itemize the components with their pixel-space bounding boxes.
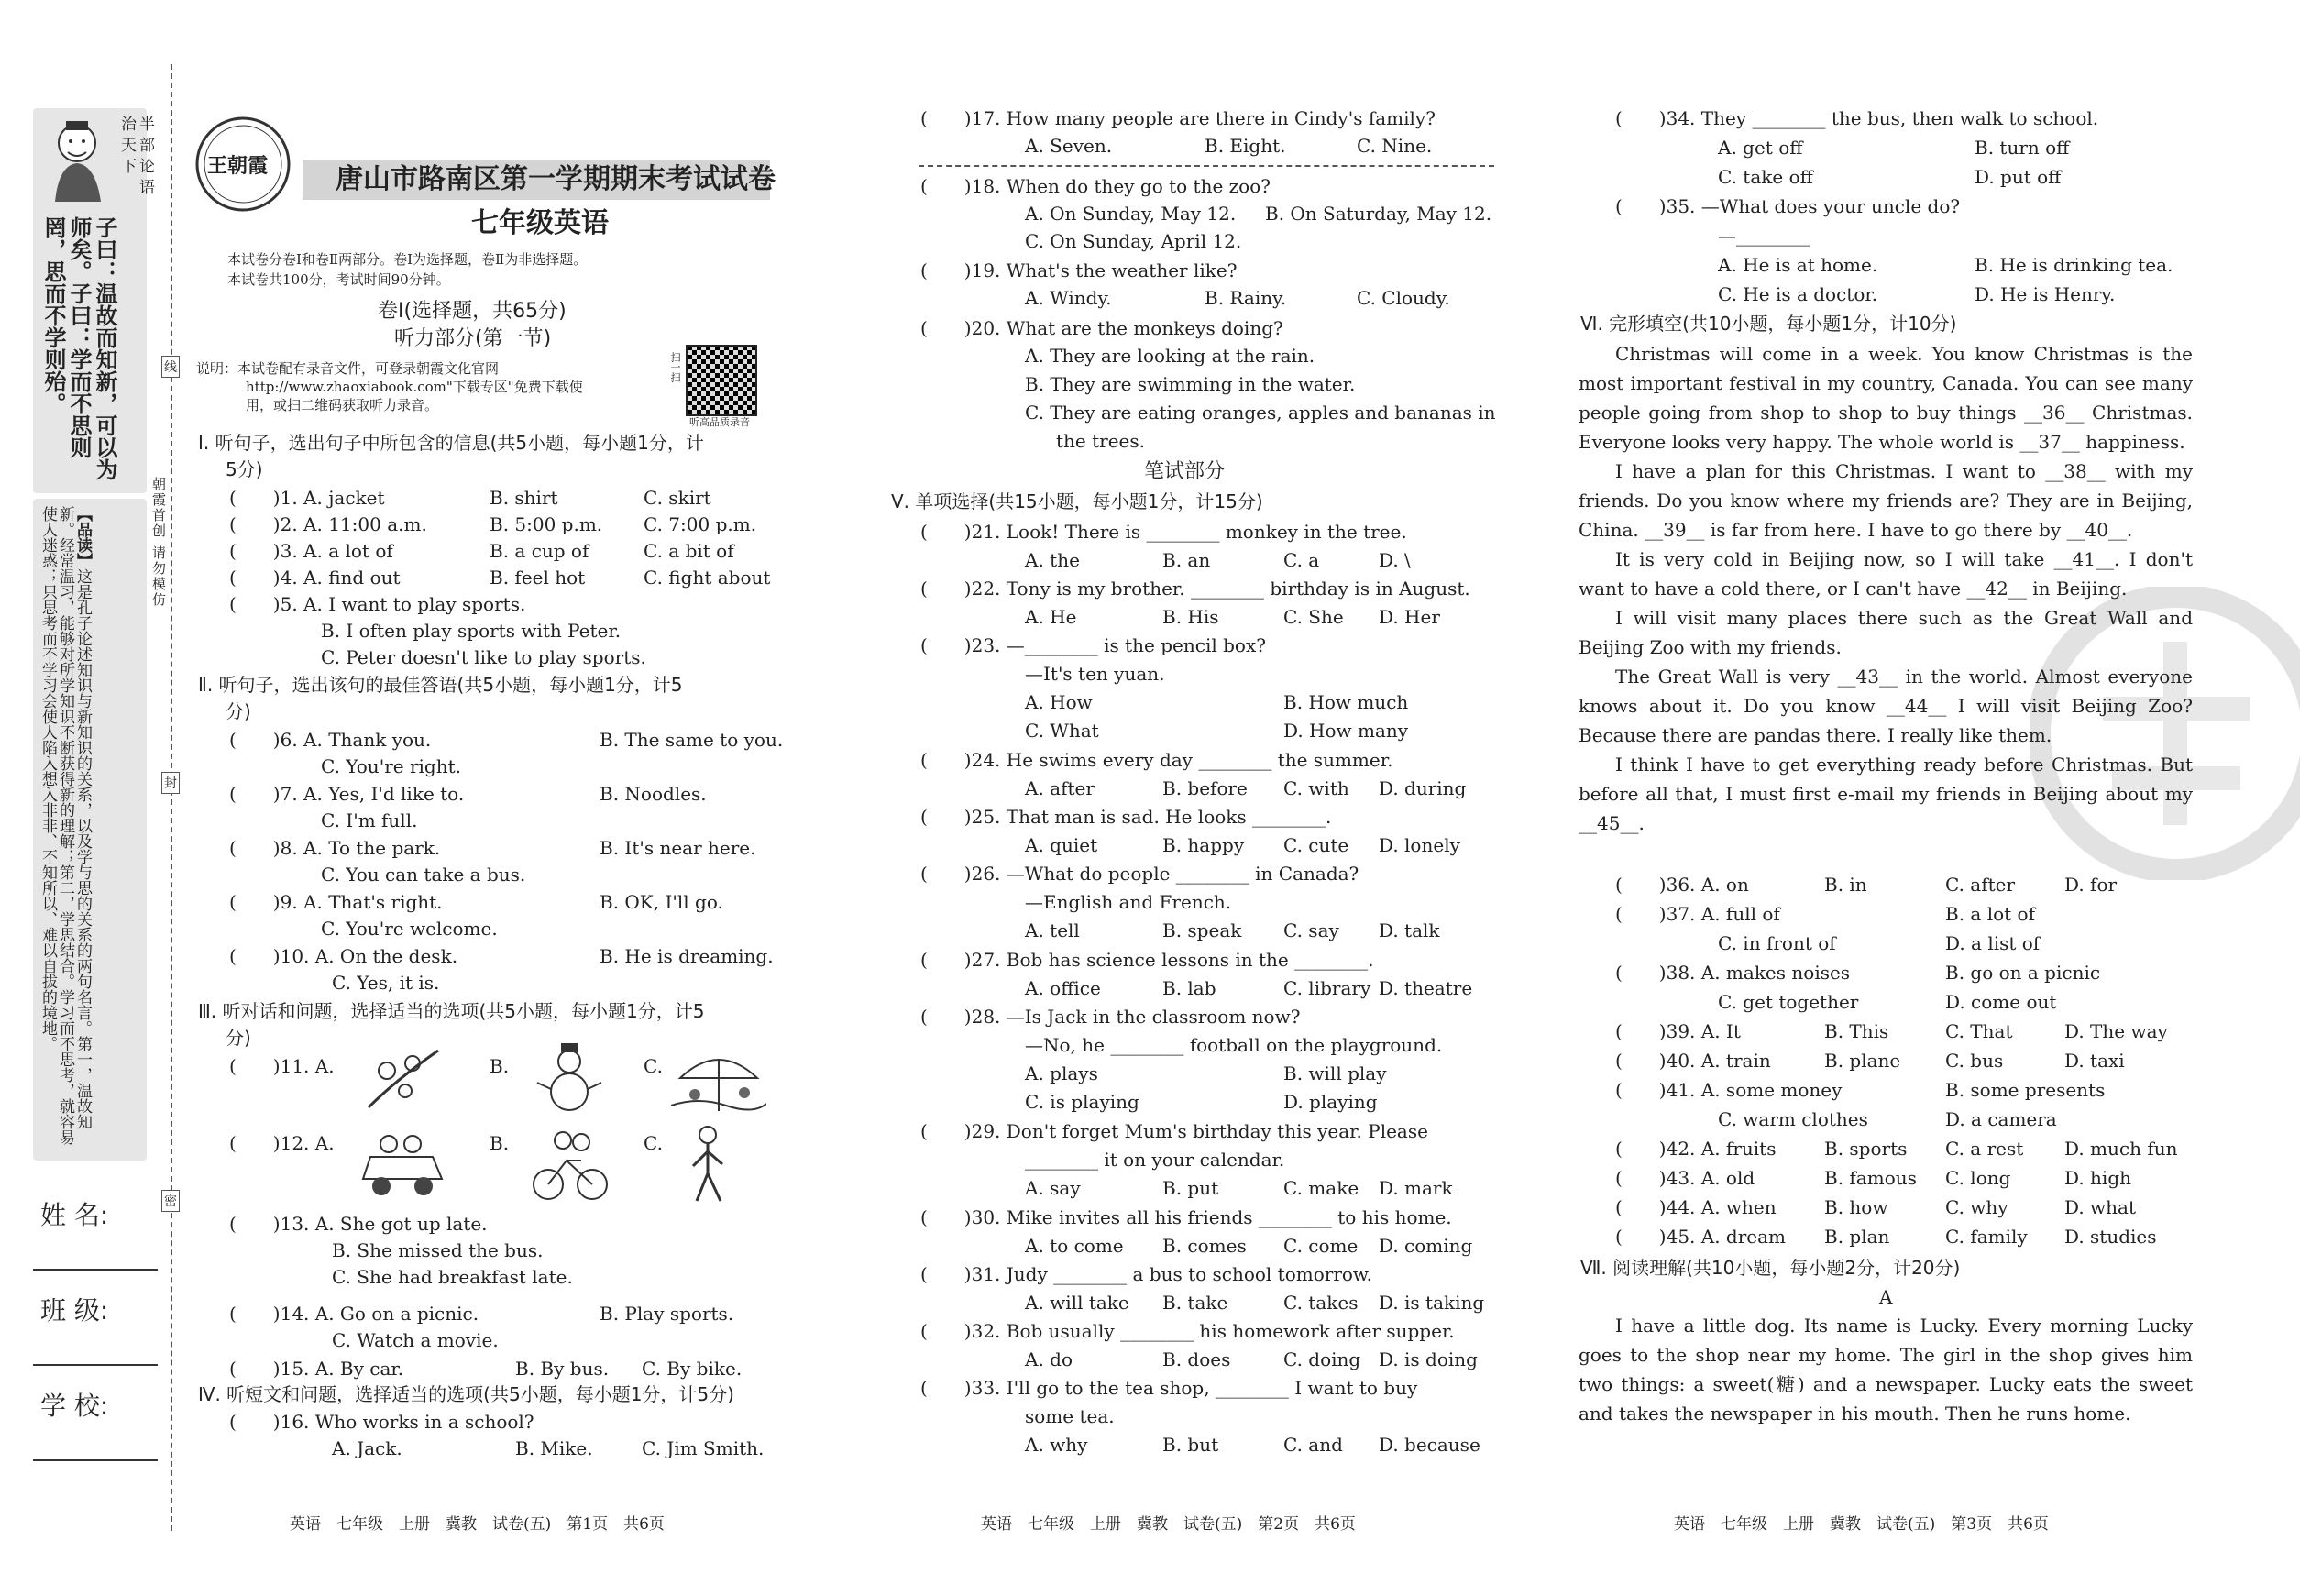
- q30-c[interactable]: C. come: [1283, 1235, 1359, 1257]
- q22-a[interactable]: A. He: [1025, 606, 1077, 628]
- q28-stem[interactable]: ( )28. —Is Jack in the classroom now?: [920, 1006, 1301, 1028]
- q31-a[interactable]: A. will take: [1025, 1292, 1129, 1314]
- q28-c[interactable]: C. is playing: [1025, 1091, 1139, 1113]
- q33-a[interactable]: A. why: [1025, 1434, 1088, 1456]
- q44-c[interactable]: C. why: [1945, 1196, 2008, 1218]
- q11-a-picture-flower[interactable]: [359, 1043, 447, 1113]
- q14-c[interactable]: C. Watch a movie.: [332, 1329, 499, 1351]
- binding-line: [171, 64, 172, 1531]
- reading-paragraph: I have a little dog. Its name is Lucky. Every morning Lucky goes to the shop near my home. The girl in the shop gives him two things: a sweet(糖) and a newspaper. Lucky eats the sweet and takes the newspaper in his mouth. Then he runs home.: [1579, 1315, 2193, 1425]
- q35-b[interactable]: B. He is drinking tea.: [1975, 254, 2173, 276]
- listening-explain-3: 用，或扫二维码获取听力录音。: [246, 397, 439, 413]
- reading-passage-a: [1579, 1311, 2193, 1428]
- q6-b[interactable]: B. The same to you.: [600, 729, 784, 751]
- q8-b[interactable]: B. It's near here.: [600, 837, 756, 859]
- q23-c[interactable]: C. What: [1025, 720, 1099, 742]
- q17-stem[interactable]: ( )17. How many people are there in Cindy's family?: [920, 107, 1436, 129]
- listening-explain-2[interactable]: http://www.zhaoxiabook.com"下载专区"免费下载使: [246, 379, 583, 395]
- q11-b[interactable]: B.: [490, 1055, 510, 1077]
- q26-stem[interactable]: ( )26. —What do people ________ in Canada?: [920, 863, 1359, 885]
- q43-b[interactable]: B. famous: [1824, 1167, 1917, 1189]
- fold-mark-3: 密: [161, 1190, 180, 1212]
- name-label: 姓 名:: [40, 1200, 109, 1230]
- q44-b[interactable]: B. how: [1824, 1196, 1888, 1218]
- q45-c[interactable]: C. family: [1945, 1226, 2028, 1248]
- q12-stem-a[interactable]: ( )12. A.: [229, 1132, 335, 1154]
- exam-note-1: 本试卷分卷Ⅰ和卷Ⅱ两部分。卷Ⅰ为选择题，卷Ⅱ为非选择题。: [227, 251, 588, 268]
- q32-b[interactable]: B. does: [1162, 1348, 1231, 1370]
- q38-d[interactable]: D. come out: [1945, 991, 2057, 1013]
- q31-b[interactable]: B. take: [1162, 1292, 1228, 1314]
- q27-stem[interactable]: ( )27. Bob has science lessons in the ________.: [920, 949, 1374, 971]
- q15-c[interactable]: C. By bike.: [642, 1358, 743, 1380]
- q35-line2[interactable]: —________: [1718, 225, 1810, 247]
- q20-a[interactable]: A. They are looking at the rain.: [1025, 345, 1315, 367]
- q31-stem[interactable]: ( )31. Judy ________ a bus to school tomorrow.: [920, 1263, 1373, 1285]
- q10-stem-a[interactable]: ( )10. A. On the desk.: [229, 945, 458, 967]
- q40-c[interactable]: C. bus: [1945, 1050, 2004, 1072]
- q5-c[interactable]: C. Peter doesn't like to play sports.: [321, 646, 646, 668]
- q27-a[interactable]: A. office: [1025, 977, 1101, 999]
- q35-a[interactable]: A. He is at home.: [1718, 254, 1878, 276]
- q7-stem-a[interactable]: ( )7. A. Yes, I'd like to.: [229, 783, 465, 805]
- q22-b[interactable]: B. His: [1162, 606, 1219, 628]
- section-1-heading: Ⅰ. 听句子，选出句子中所包含的信息(共5小题，每小题1分，计: [198, 432, 704, 454]
- q20-stem[interactable]: ( )20. What are the monkeys doing?: [920, 317, 1283, 339]
- q36-c[interactable]: C. after: [1945, 874, 2016, 896]
- cloze-paragraph: The Great Wall is very __43__ in the world. Almost everyone knows about it. Do you know __44__ I will visit Beijing Zoo? Because there are pandas there. I really like them.: [1579, 666, 2193, 746]
- q19-stem[interactable]: ( )19. What's the weather like?: [920, 259, 1238, 281]
- q19-b[interactable]: B. Rainy.: [1205, 287, 1287, 309]
- q23-line2[interactable]: —It's ten yuan.: [1025, 663, 1165, 685]
- section-7-heading: Ⅶ. 阅读理解(共10小题，每小题2分，计20分): [1580, 1257, 1961, 1279]
- q38-stem-a[interactable]: ( )38. A. makes noises: [1615, 962, 1851, 984]
- cloze-passage: [1579, 339, 2193, 838]
- q40-stem-a[interactable]: ( )40. A. train: [1615, 1050, 1771, 1072]
- footer-page-1: 英语 七年级 上册 冀教 试卷(五) 第1页 共6页: [290, 1515, 665, 1534]
- q7-b[interactable]: B. Noodles.: [600, 783, 707, 805]
- q15-b[interactable]: B. By bus.: [515, 1358, 610, 1380]
- school-field[interactable]: [33, 1459, 158, 1461]
- q24-c[interactable]: C. with: [1283, 777, 1349, 799]
- q14-b[interactable]: B. Play sports.: [600, 1303, 734, 1325]
- q9-c[interactable]: C. You're welcome.: [321, 918, 498, 940]
- q11-c[interactable]: C.: [644, 1055, 663, 1077]
- q4-b[interactable]: B. feel hot: [490, 567, 586, 589]
- q25-b[interactable]: B. happy: [1162, 834, 1245, 856]
- q22-d[interactable]: D. Her: [1379, 606, 1440, 628]
- q16-stem[interactable]: ( )16. Who works in a school?: [229, 1411, 534, 1433]
- q29-c[interactable]: C. make: [1283, 1177, 1359, 1199]
- q36-d[interactable]: D. for: [2064, 874, 2118, 896]
- q2-b[interactable]: B. 5:00 p.m.: [490, 513, 603, 535]
- q21-c[interactable]: C. a: [1283, 549, 1320, 571]
- q42-c[interactable]: C. a rest: [1945, 1138, 2024, 1160]
- q33-stem[interactable]: ( )33. I'll go to the tea shop, ________ I want to buy: [920, 1377, 1418, 1399]
- q42-d[interactable]: D. much fun: [2064, 1138, 2178, 1160]
- q24-b[interactable]: B. before: [1162, 777, 1248, 799]
- q38-c[interactable]: C. get together: [1718, 991, 1859, 1013]
- q29-b[interactable]: B. put: [1162, 1177, 1219, 1199]
- q33-c[interactable]: C. and: [1283, 1434, 1343, 1456]
- qr-side-label: 扫一扫: [669, 352, 681, 382]
- q11-b-picture-snowman[interactable]: [528, 1041, 611, 1115]
- q2-stem-a[interactable]: ( )2. A. 11:00 a.m.: [229, 513, 427, 535]
- cloze-paragraph: It is very cold in Beijing now, so I will take __41__. I don't want to have a cold there, or I can't have __42__ in Beijing.: [1579, 548, 2193, 600]
- footer-page-2: 英语 七年级 上册 冀教 试卷(五) 第2页 共6页: [981, 1515, 1356, 1534]
- q33-d[interactable]: D. because: [1379, 1434, 1480, 1456]
- q44-stem-a[interactable]: ( )44. A. when: [1615, 1196, 1777, 1218]
- q43-d[interactable]: D. high: [2064, 1167, 2131, 1189]
- q35-d[interactable]: D. He is Henry.: [1975, 283, 2116, 305]
- q30-a[interactable]: A. to come: [1025, 1235, 1124, 1257]
- q3-c[interactable]: C. a bit of: [644, 540, 734, 562]
- q37-c[interactable]: C. in front of: [1718, 932, 1836, 954]
- q23-d[interactable]: D. How many: [1283, 720, 1409, 742]
- cloze-paragraph: I will visit many places there such as the Great Wall and Beijing Zoo with my friends.: [1579, 607, 2193, 658]
- q17-b[interactable]: B. Eight.: [1205, 135, 1286, 157]
- q1-b[interactable]: B. shirt: [490, 487, 558, 509]
- q26-line2[interactable]: —English and French.: [1025, 891, 1232, 913]
- q29-line2[interactable]: ________ it on your calendar.: [1025, 1149, 1285, 1171]
- q21-d[interactable]: D. \: [1379, 549, 1411, 571]
- fold-mark-2: 封: [161, 772, 180, 794]
- q26-d[interactable]: D. talk: [1379, 919, 1440, 941]
- q34-stem[interactable]: ( )34. They ________ the bus, then walk to school.: [1615, 107, 2099, 129]
- section-2-heading: Ⅱ. 听句子，选出该句的最佳答语(共5小题，每小题1分，计5: [198, 674, 683, 696]
- q4-c[interactable]: C. fight about: [644, 567, 771, 589]
- q9-b[interactable]: B. OK, I'll go.: [600, 891, 723, 913]
- q39-d[interactable]: D. The way: [2064, 1020, 2168, 1042]
- confucius-avatar: [42, 116, 114, 204]
- q12-a-picture-car[interactable]: [356, 1126, 447, 1203]
- sidebar-reading: [39, 506, 91, 1148]
- q43-c[interactable]: C. long: [1945, 1167, 2011, 1189]
- q5-stem-a[interactable]: ( )5. A. I want to play sports.: [229, 593, 526, 615]
- section-6-heading: Ⅵ. 完形填空(共10小题，每小题1分，计10分): [1580, 313, 1957, 335]
- q16-c[interactable]: C. Jim Smith.: [642, 1437, 765, 1459]
- q2-c[interactable]: C. 7:00 p.m.: [644, 513, 757, 535]
- sidebar-quote: 子曰：温故而知新，可以为师矣。子曰：学而不思则罔，思而不学则殆。: [40, 216, 117, 480]
- q26-a[interactable]: A. tell: [1025, 919, 1080, 941]
- q34-d[interactable]: D. put off: [1975, 166, 2062, 188]
- q1-stem-a[interactable]: ( )1. A. jacket: [229, 487, 385, 509]
- q27-d[interactable]: D. theatre: [1379, 977, 1473, 999]
- qr-code[interactable]: [686, 345, 757, 416]
- section-3-heading-cont: 分): [226, 1027, 251, 1049]
- q20-c-cont[interactable]: the trees.: [1056, 430, 1146, 452]
- q42-stem-a[interactable]: ( )42. A. fruits: [1615, 1138, 1777, 1160]
- q21-a[interactable]: A. the: [1025, 549, 1080, 571]
- section-1-heading-cont: 5分): [226, 458, 263, 480]
- q32-c[interactable]: C. doing: [1283, 1348, 1361, 1370]
- q10-c[interactable]: C. Yes, it is.: [332, 972, 440, 994]
- q42-b[interactable]: B. sports: [1824, 1138, 1908, 1160]
- q28-b[interactable]: B. will play: [1283, 1062, 1387, 1084]
- q17-c[interactable]: C. Nine.: [1357, 135, 1433, 157]
- school-label: 学 校:: [40, 1391, 109, 1421]
- q44-d[interactable]: D. what: [2064, 1196, 2136, 1218]
- cloze-paragraph: I have a plan for this Christmas. I want to __38__ with my friends. Do you know where my friends are? They are in Beijing, China. __39__ is far from here. I have to go there by __40__.: [1579, 460, 2193, 541]
- q3-stem-a[interactable]: ( )3. A. a lot of: [229, 540, 393, 562]
- q25-c[interactable]: C. cute: [1283, 834, 1349, 856]
- q22-stem[interactable]: ( )22. Tony is my brother. ________ birthday is in August.: [920, 578, 1470, 600]
- q32-d[interactable]: D. is doing: [1379, 1348, 1478, 1370]
- sidebar-badge: 半部论语治天下: [117, 116, 154, 200]
- q43-stem-a[interactable]: ( )43. A. old: [1615, 1167, 1755, 1189]
- q39-stem-a[interactable]: ( )39. A. It: [1615, 1020, 1741, 1042]
- q23-a[interactable]: A. How: [1025, 691, 1093, 713]
- q36-stem-a[interactable]: ( )36. A. on: [1615, 874, 1749, 896]
- q24-d[interactable]: D. during: [1379, 777, 1467, 799]
- listening-divider: [919, 165, 1494, 167]
- passage-a-label: A: [1879, 1286, 1893, 1308]
- cloze-paragraph: I think I have to get everything ready before Christmas. But before all that, I must first e-mail my friends in Beijing about my __45__.: [1579, 754, 2193, 834]
- written-heading: 笔试部分: [1144, 460, 1226, 483]
- q17-a[interactable]: A. Seven.: [1025, 135, 1113, 157]
- q16-a[interactable]: A. Jack.: [332, 1437, 402, 1459]
- q28-a[interactable]: A. plays: [1025, 1062, 1098, 1084]
- q34-b[interactable]: B. turn off: [1975, 137, 2070, 159]
- q41-b[interactable]: B. some presents: [1945, 1079, 2106, 1101]
- class-label: 班 级:: [40, 1295, 109, 1326]
- q27-c[interactable]: C. library: [1283, 977, 1371, 999]
- q41-stem-a[interactable]: ( )41. A. some money: [1615, 1079, 1843, 1101]
- q29-stem[interactable]: ( )29. Don't forget Mum's birthday this year. Please: [920, 1120, 1428, 1142]
- q24-stem[interactable]: ( )24. He swims every day ________ the summer.: [920, 749, 1393, 771]
- q21-stem[interactable]: ( )21. Look! There is ________ monkey in the tree.: [920, 521, 1407, 543]
- name-field[interactable]: [33, 1269, 158, 1271]
- q37-stem-a[interactable]: ( )37. A. full of: [1615, 903, 1780, 925]
- q25-a[interactable]: A. quiet: [1025, 834, 1098, 856]
- q20-c[interactable]: C. They are eating oranges, apples and bananas in: [1025, 402, 1496, 424]
- q31-d[interactable]: D. is taking: [1379, 1292, 1485, 1314]
- q13-c[interactable]: C. She had breakfast late.: [332, 1266, 573, 1288]
- q11-stem-a[interactable]: ( )11. A.: [229, 1055, 335, 1077]
- q8-c[interactable]: C. You can take a bus.: [321, 864, 526, 886]
- q39-c[interactable]: C. That: [1945, 1020, 2013, 1042]
- q19-a[interactable]: A. Windy.: [1025, 287, 1112, 309]
- sidebar-reading-text: 这是孔子论述知识与新知识的关系，以及学与思的关系的两句名言。第一，温故知新。经常温习，能够对所学知识不断获得新的理解；第二，学思结合。学习而不思考，就容易使人迷惑；只思考而不学习会使人陷入想入非非、不知所以、难以自拔的境地。: [39, 506, 92, 1145]
- q40-b[interactable]: B. plane: [1824, 1050, 1901, 1072]
- q5-b[interactable]: B. I often play sports with Peter.: [321, 620, 622, 642]
- q25-d[interactable]: D. lonely: [1379, 834, 1460, 856]
- sidebar-reading-title: 【品读】: [73, 506, 92, 568]
- q26-c[interactable]: C. say: [1283, 919, 1339, 941]
- q30-d[interactable]: D. coming: [1379, 1235, 1473, 1257]
- footer-page-3: 英语 七年级 上册 冀教 试卷(五) 第3页 共6页: [1674, 1515, 2049, 1534]
- q33-line2[interactable]: some tea.: [1025, 1405, 1115, 1427]
- q21-b[interactable]: B. an: [1162, 549, 1211, 571]
- q32-stem[interactable]: ( )32. Bob usually ________ his homework after supper.: [920, 1320, 1455, 1342]
- q40-d[interactable]: D. taxi: [2064, 1050, 2125, 1072]
- q12-b-picture-bike[interactable]: [526, 1124, 614, 1203]
- section-4-heading: Ⅳ. 听短文和问题，选择适当的选项(共5小题，每小题1分，计5分): [198, 1383, 734, 1405]
- q18-b[interactable]: B. On Saturday, May 12.: [1265, 203, 1492, 225]
- q45-d[interactable]: D. studies: [2064, 1226, 2157, 1248]
- q18-stem[interactable]: ( )18. When do they go to the zoo?: [920, 175, 1271, 197]
- q13-b[interactable]: B. She missed the bus.: [332, 1239, 544, 1261]
- q27-b[interactable]: B. lab: [1162, 977, 1216, 999]
- q37-d[interactable]: D. a list of: [1945, 932, 2041, 954]
- q28-d[interactable]: D. playing: [1283, 1091, 1378, 1113]
- q38-b[interactable]: B. go on a picnic: [1945, 962, 2101, 984]
- q35-c[interactable]: C. He is a doctor.: [1718, 283, 1878, 305]
- q31-c[interactable]: C. takes: [1283, 1292, 1359, 1314]
- q35-stem[interactable]: ( )35. —What does your uncle do?: [1615, 195, 1961, 217]
- q20-b[interactable]: B. They are swimming in the water.: [1025, 373, 1356, 395]
- q36-b[interactable]: B. in: [1824, 874, 1867, 896]
- q25-stem[interactable]: ( )25. That man is sad. He looks ________.: [920, 806, 1332, 828]
- section-3-heading: Ⅲ. 听对话和问题，选择适当的选项(共5小题，每小题1分，计5: [198, 1000, 705, 1022]
- exam-note-2: 本试卷共100分，考试时间90分钟。: [227, 271, 450, 288]
- q29-a[interactable]: A. say: [1025, 1177, 1081, 1199]
- q15-stem-a[interactable]: ( )15. A. By car.: [229, 1358, 404, 1380]
- q14-stem-a[interactable]: ( )14. A. Go on a picnic.: [229, 1303, 479, 1325]
- section-2-heading-cont: 分): [226, 700, 251, 722]
- q39-b[interactable]: B. This: [1824, 1020, 1889, 1042]
- q8-stem-a[interactable]: ( )8. A. To the park.: [229, 837, 441, 859]
- q10-b[interactable]: B. He is dreaming.: [600, 945, 774, 967]
- q26-b[interactable]: B. speak: [1162, 919, 1242, 941]
- q7-c[interactable]: C. I'm full.: [321, 809, 418, 831]
- side-stamp: 朝霞首创 请勿模仿: [150, 477, 167, 608]
- q29-d[interactable]: D. mark: [1379, 1177, 1453, 1199]
- q41-d[interactable]: D. a camera: [1945, 1108, 2057, 1130]
- q45-stem-a[interactable]: ( )45. A. dream: [1615, 1226, 1787, 1248]
- q3-b[interactable]: B. a cup of: [490, 540, 589, 562]
- q37-b[interactable]: B. a lot of: [1945, 903, 2035, 925]
- q32-a[interactable]: A. do: [1025, 1348, 1073, 1370]
- q33-b[interactable]: B. but: [1162, 1434, 1219, 1456]
- exam-title: 唐山市路南区第一学期期末考试试卷: [336, 163, 776, 195]
- logo-name: 王朝霞: [207, 154, 269, 178]
- q9-stem-a[interactable]: ( )9. A. That's right.: [229, 891, 443, 913]
- class-field[interactable]: [33, 1364, 158, 1366]
- exam-subtitle: 七年级英语: [471, 207, 609, 239]
- q30-b[interactable]: B. comes: [1162, 1235, 1247, 1257]
- q34-a[interactable]: A. get off: [1718, 137, 1803, 159]
- q12-b[interactable]: B.: [490, 1132, 510, 1154]
- q23-stem[interactable]: ( )23. —________ is the pencil box?: [920, 634, 1266, 656]
- q6-c[interactable]: C. You're right.: [321, 755, 461, 777]
- q6-stem-a[interactable]: ( )6. A. Thank you.: [229, 729, 432, 751]
- q30-stem[interactable]: ( )30. Mike invites all his friends ________ to his home.: [920, 1206, 1452, 1228]
- q24-a[interactable]: A. after: [1025, 777, 1095, 799]
- listening-explain-1: 说明：本试卷配有录音文件，可登录朝霞文化官网: [196, 360, 500, 377]
- q16-b[interactable]: B. Mike.: [515, 1437, 593, 1459]
- q13-stem-a[interactable]: ( )13. A. She got up late.: [229, 1213, 488, 1235]
- fold-mark-1: 线: [161, 356, 180, 378]
- section-5-heading: Ⅴ. 单项选择(共15小题，每小题1分，计15分): [891, 490, 1263, 512]
- q34-c[interactable]: C. take off: [1718, 166, 1813, 188]
- part1-heading: 卷Ⅰ(选择题，共65分): [378, 300, 567, 323]
- qr-caption: 听高品质录音: [689, 416, 750, 428]
- q41-c[interactable]: C. warm clothes: [1718, 1108, 1868, 1130]
- q1-c[interactable]: C. skirt: [644, 487, 711, 509]
- q45-b[interactable]: B. plan: [1824, 1226, 1890, 1248]
- q18-c[interactable]: C. On Sunday, April 12.: [1025, 230, 1242, 252]
- q4-stem-a[interactable]: ( )4. A. find out: [229, 567, 401, 589]
- q23-b[interactable]: B. How much: [1283, 691, 1409, 713]
- q22-c[interactable]: C. She: [1283, 606, 1344, 628]
- q12-c[interactable]: C.: [644, 1132, 663, 1154]
- q19-c[interactable]: C. Cloudy.: [1357, 287, 1450, 309]
- q18-a[interactable]: A. On Sunday, May 12.: [1025, 203, 1237, 225]
- q28-line2[interactable]: —No, he ________ football on the playground.: [1025, 1034, 1443, 1056]
- q12-c-picture-walking[interactable]: [680, 1124, 735, 1205]
- cloze-paragraph: Christmas will come in a week. You know Christmas is the most important festival in my country, Canada. You can see many people going from shop to shop to buy things __36__ Christmas. Everyone looks very happy. The whole world is __37__ happiness.: [1579, 343, 2193, 453]
- q11-c-picture-beach[interactable]: [671, 1041, 766, 1115]
- listening-heading: 听力部分(第一节): [394, 327, 552, 350]
